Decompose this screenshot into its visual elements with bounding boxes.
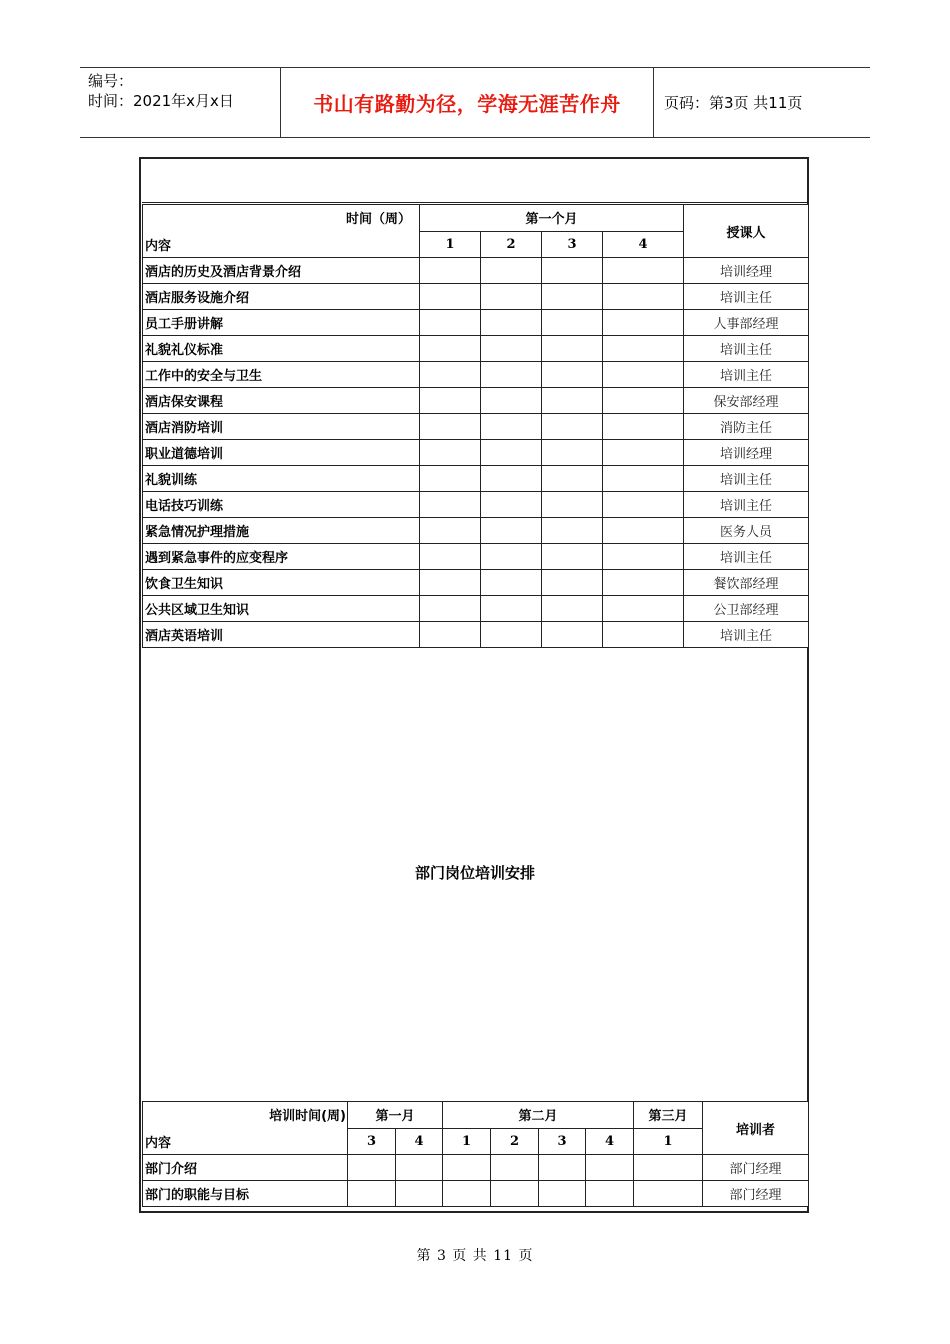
- week-cell: [603, 596, 684, 622]
- course-content: 酒店消防培训: [143, 414, 420, 440]
- month-header: 第一月: [348, 1102, 443, 1129]
- table-row: [143, 518, 809, 544]
- instructor-cell: 培训主任: [684, 622, 809, 648]
- course-content: 饮食卫生知识: [143, 570, 420, 596]
- instructor-cell: 保安部经理: [684, 388, 809, 414]
- week-cell: [542, 492, 603, 518]
- week-cell: [420, 258, 481, 284]
- week-cell: [420, 570, 481, 596]
- week-header: 1: [634, 1128, 703, 1155]
- table-row: [143, 310, 809, 336]
- week-header: 3: [542, 231, 603, 258]
- department-training-rows: [143, 1155, 809, 1207]
- training-time-label: 培训时间(周): [269, 1109, 346, 1124]
- instructor-cell: 餐饮部经理: [684, 570, 809, 596]
- week-cell: [348, 1181, 396, 1207]
- course-content: 紧急情况护理措施: [143, 518, 420, 544]
- course-content: 遇到紧急事件的应变程序: [143, 544, 420, 570]
- week-cell: [481, 570, 542, 596]
- week-cell: [481, 388, 542, 414]
- week-cell: [443, 1155, 491, 1181]
- table-row: [143, 1155, 809, 1181]
- table-row: [143, 258, 809, 284]
- week-cell: [481, 622, 542, 648]
- course-content: 礼貌礼仪标准: [143, 336, 420, 362]
- course-content: 酒店英语培训: [143, 622, 420, 648]
- week-cell: [481, 466, 542, 492]
- week-cell: [603, 414, 684, 440]
- instructor-cell: 消防主任: [684, 414, 809, 440]
- course-content: 工作中的安全与卫生: [143, 362, 420, 388]
- week-cell: [603, 388, 684, 414]
- week-header: 2: [491, 1128, 539, 1155]
- instructor-cell: 人事部经理: [684, 310, 809, 336]
- table-row: [143, 440, 809, 466]
- week-cell: [542, 362, 603, 388]
- week-cell: [481, 336, 542, 362]
- week-cell: [603, 570, 684, 596]
- table-row: [143, 336, 809, 362]
- week-cell: [481, 284, 542, 310]
- course-content: 公共区域卫生知识: [143, 596, 420, 622]
- week-cell: [481, 492, 542, 518]
- week-cell: [481, 362, 542, 388]
- week-cell: [420, 466, 481, 492]
- week-cell: [481, 414, 542, 440]
- instructor-cell: 培训经理: [684, 258, 809, 284]
- week-cell: [539, 1155, 586, 1181]
- instructor-cell: 培训主任: [684, 466, 809, 492]
- week-cell: [443, 1181, 491, 1207]
- general-training-rows: [143, 258, 809, 648]
- week-cell: [603, 284, 684, 310]
- table-title-row: [142, 160, 808, 203]
- instructor-cell: 公卫部经理: [684, 596, 809, 622]
- week-cell: [481, 310, 542, 336]
- instructor-cell: 部门经理: [703, 1181, 809, 1207]
- week-header: 1: [443, 1128, 491, 1155]
- week-cell: [481, 596, 542, 622]
- week-cell: [542, 596, 603, 622]
- week-cell: [348, 1155, 396, 1181]
- week-header: 3: [539, 1128, 586, 1155]
- general-training-table: [142, 204, 809, 648]
- trainer-header: 培训者: [703, 1102, 809, 1155]
- instructor-cell: 培训主任: [684, 362, 809, 388]
- date-label: 时间：2021年x月x日: [88, 92, 234, 110]
- week-cell: [396, 1155, 443, 1181]
- week-header: 2: [481, 231, 542, 258]
- week-cell: [542, 440, 603, 466]
- week-cell: [603, 518, 684, 544]
- table-row: [143, 414, 809, 440]
- motto: 书山有路勤为径，学海无涯苦作舟: [281, 68, 654, 137]
- month-header: 第二月: [443, 1102, 634, 1129]
- week-cell: [539, 1181, 586, 1207]
- week-cell: [542, 518, 603, 544]
- table-row: [143, 362, 809, 388]
- week-cell: [542, 414, 603, 440]
- course-content: 职业道德培训: [143, 440, 420, 466]
- table-row: [143, 1181, 809, 1207]
- department-training-table: [142, 1101, 809, 1207]
- instructor-cell: 医务人员: [684, 518, 809, 544]
- week-cell: [586, 1155, 634, 1181]
- week-cell: [481, 440, 542, 466]
- week-cell: [542, 622, 603, 648]
- table-row: [143, 492, 809, 518]
- week-cell: [420, 284, 481, 310]
- week-cell: [420, 492, 481, 518]
- week-cell: [542, 284, 603, 310]
- instructor-cell: 培训经理: [684, 440, 809, 466]
- instructor-cell: 培训主任: [684, 284, 809, 310]
- week-cell: [542, 388, 603, 414]
- instructor-cell: 培训主任: [684, 492, 809, 518]
- week-cell: [420, 336, 481, 362]
- course-content: 酒店的历史及酒店背景介绍: [143, 258, 420, 284]
- header-meta: [80, 68, 281, 137]
- week-cell: [420, 596, 481, 622]
- week-cell: [603, 544, 684, 570]
- week-cell: [420, 388, 481, 414]
- month-header: 第三月: [634, 1102, 703, 1129]
- course-content: 电话技巧训练: [143, 492, 420, 518]
- week-cell: [634, 1181, 703, 1207]
- corner-header: [143, 205, 420, 258]
- week-cell: [420, 362, 481, 388]
- serial-label: 编号：: [88, 72, 134, 90]
- week-cell: [603, 310, 684, 336]
- week-cell: [542, 258, 603, 284]
- week-cell: [603, 362, 684, 388]
- week-cell: [491, 1155, 539, 1181]
- page-code: 页码：第3页 共11页: [664, 94, 803, 112]
- table-row: [143, 466, 809, 492]
- teacher-header: 授课人: [684, 205, 809, 258]
- week-cell: [542, 570, 603, 596]
- week-cell: [481, 544, 542, 570]
- corner-header: [143, 1102, 348, 1155]
- week-header: 4: [586, 1128, 634, 1155]
- week-cell: [542, 466, 603, 492]
- course-content: 员工手册讲解: [143, 310, 420, 336]
- table-row: [143, 388, 809, 414]
- table-row: [143, 284, 809, 310]
- instructor-cell: 培训主任: [684, 544, 809, 570]
- week-cell: [420, 310, 481, 336]
- page-footer: 第 3 页 共 11 页: [416, 1248, 534, 1264]
- week-cell: [420, 414, 481, 440]
- course-content: 礼貌训练: [143, 466, 420, 492]
- week-cell: [491, 1181, 539, 1207]
- table-row: [143, 570, 809, 596]
- course-content: 部门的职能与目标: [143, 1181, 348, 1207]
- week-cell: [603, 440, 684, 466]
- week-header: 4: [396, 1128, 443, 1155]
- course-content: 酒店服务设施介绍: [143, 284, 420, 310]
- week-cell: [603, 336, 684, 362]
- week-cell: [586, 1181, 634, 1207]
- week-cell: [420, 518, 481, 544]
- week-cell: [542, 336, 603, 362]
- week-cell: [481, 258, 542, 284]
- content-label: 内容: [145, 1136, 172, 1151]
- week-cell: [603, 258, 684, 284]
- week-cell: [542, 310, 603, 336]
- week-cell: [481, 518, 542, 544]
- week-cell: [603, 622, 684, 648]
- week-cell: [420, 440, 481, 466]
- week-cell: [603, 466, 684, 492]
- course-content: 部门介绍: [143, 1155, 348, 1181]
- instructor-cell: 培训主任: [684, 336, 809, 362]
- month-header: 第一个月: [420, 205, 684, 232]
- time-week-label: 时间（周）: [345, 212, 411, 227]
- week-cell: [603, 492, 684, 518]
- week-cell: [542, 544, 603, 570]
- table-row: [143, 622, 809, 648]
- week-cell: [420, 622, 481, 648]
- course-content: 酒店保安课程: [143, 388, 420, 414]
- week-cell: [420, 544, 481, 570]
- week-header: 1: [420, 231, 481, 258]
- week-cell: [396, 1181, 443, 1207]
- content-label: 内容: [145, 239, 172, 254]
- table-row: [143, 596, 809, 622]
- week-header: 3: [348, 1128, 396, 1155]
- section-title: 部门岗位培训安排: [414, 864, 535, 882]
- instructor-cell: 部门经理: [703, 1155, 809, 1181]
- table-row: [143, 544, 809, 570]
- page-header: [80, 67, 870, 138]
- week-header: 4: [603, 231, 684, 258]
- week-cell: [634, 1155, 703, 1181]
